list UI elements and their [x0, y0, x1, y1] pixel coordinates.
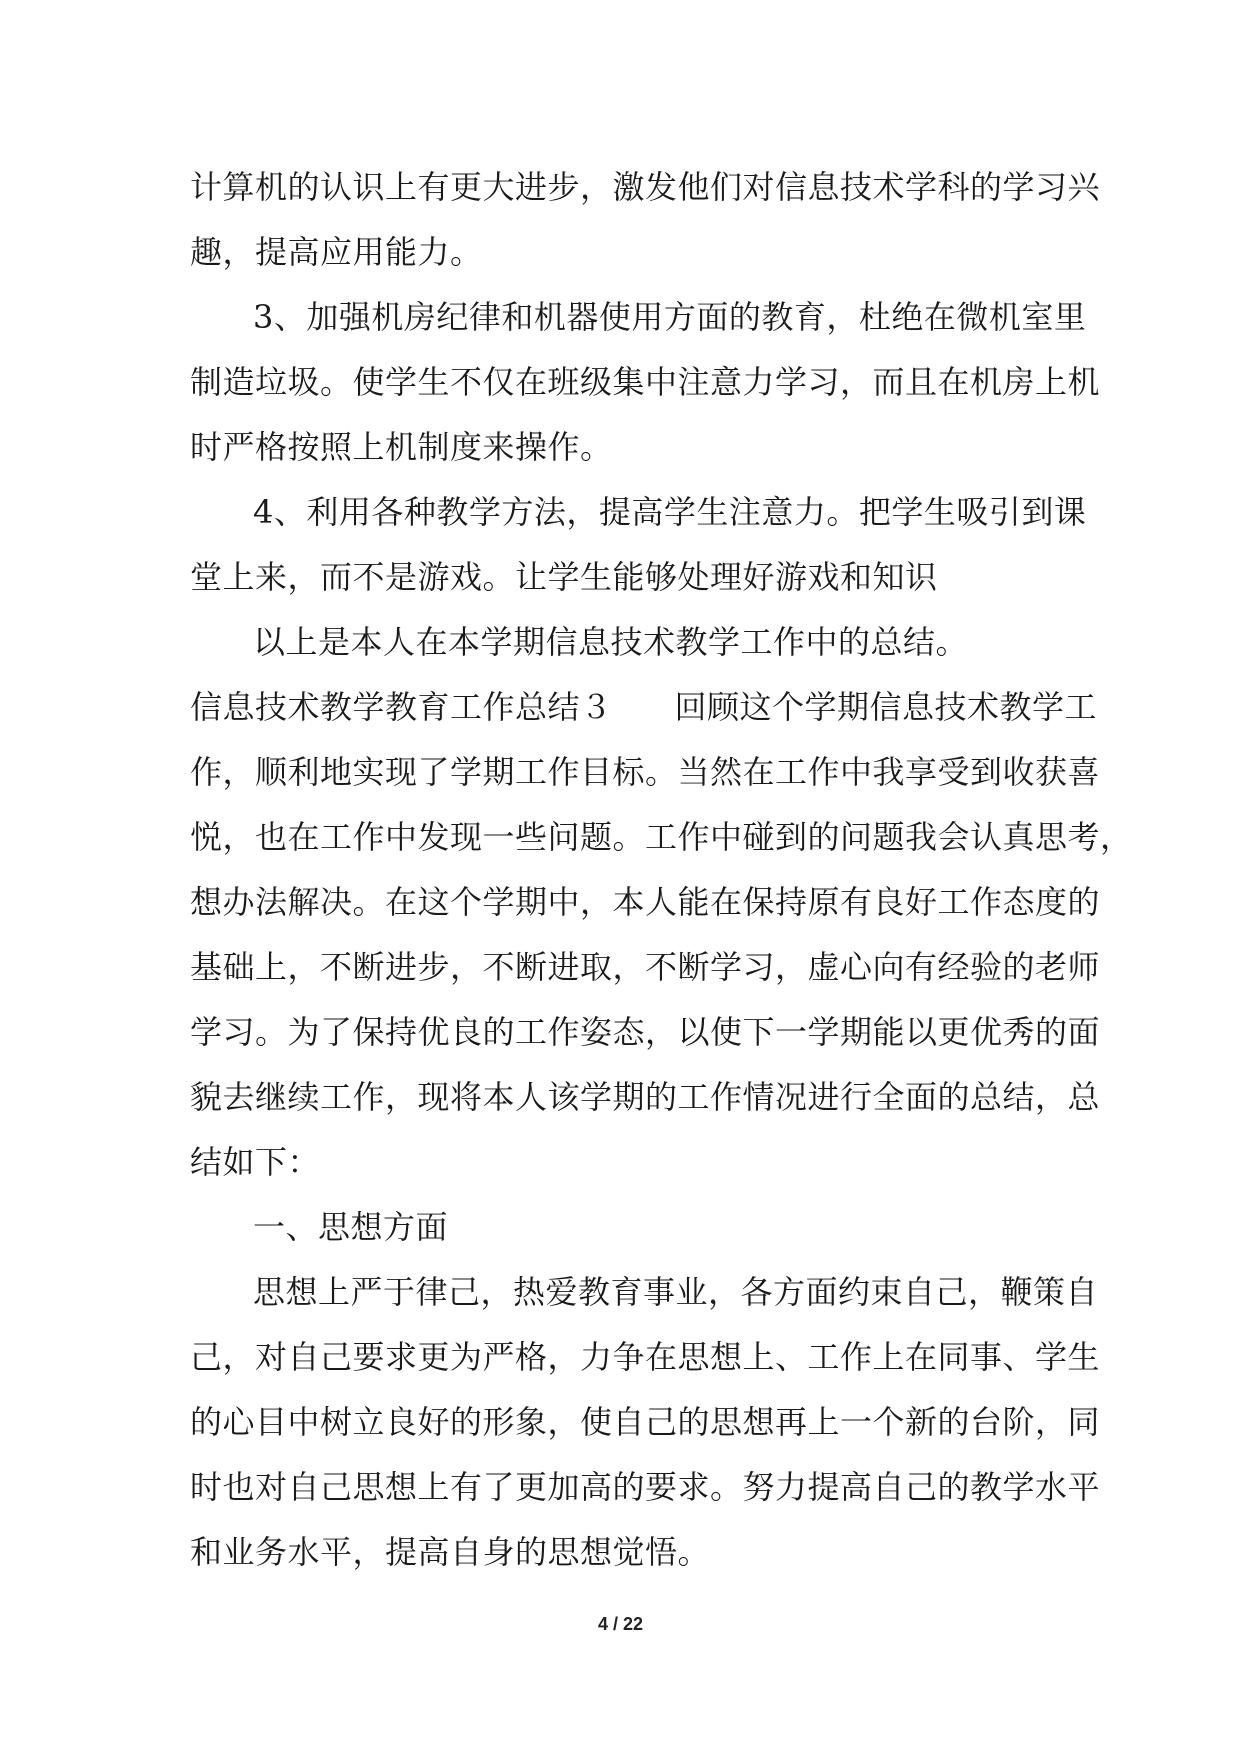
body-line: 4、利用各种教学方法，提高学生注意力。把学生吸引到课 — [253, 493, 1087, 531]
body-text: 回顾这个学期信息技术教学工 — [674, 688, 1098, 726]
section-title: 信息技术教学教育工作总结３ — [190, 688, 613, 726]
body-line: 以上是本人在本学期信息技术教学工作中的总结。 — [253, 623, 969, 661]
body-line: 时严格按照上机制度来操作。 — [190, 428, 613, 466]
body-line: 时也对自己思想上有了更加高的要求。努力提高自己的教学水平 — [190, 1468, 1101, 1506]
body-line: 的心目中树立良好的形象，使自己的思想再上一个新的台阶，同 — [190, 1403, 1101, 1441]
body-line: 貌去继续工作，现将本人该学期的工作情况进行全面的总结，总 — [190, 1078, 1101, 1116]
body-line: 作，顺利地实现了学期工作目标。当然在工作中我享受到收获喜 — [190, 753, 1101, 791]
body-line: 和业务水平，提高自身的思想觉悟。 — [190, 1533, 711, 1571]
body-line: 想办法解决。在这个学期中，本人能在保持原有良好工作态度的 — [190, 883, 1101, 921]
body-line: 思想上严于律己，热爱教育事业，各方面约束自己，鞭策自 — [253, 1273, 1099, 1311]
body-line: 己，对自己要求更为严格，力争在思想上、工作上在同事、学生 — [190, 1338, 1101, 1376]
page-number: 4 / 22 — [597, 1614, 644, 1634]
body-line: 趣，提高应用能力。 — [190, 233, 483, 271]
body-line: 学习。为了保持优良的工作姿态，以使下一学期能以更优秀的面 — [190, 1013, 1101, 1051]
body-line: 悦，也在工作中发现一些问题。工作中碰到的问题我会认真思考， — [190, 818, 1133, 856]
body-line: 计算机的认识上有更大进步，激发他们对信息技术学科的学习兴 — [190, 168, 1101, 206]
body-line: 制造垃圾。使学生不仅在班级集中注意力学习，而且在机房上机 — [190, 363, 1101, 401]
body-line: 堂上来，而不是游戏。让学生能够处理好游戏和知识 — [190, 558, 938, 596]
body-line: 结如下： — [190, 1143, 321, 1181]
body-line: 基础上，不断进步，不断进取，不断学习，虚心向有经验的老师 — [190, 948, 1101, 986]
subheading-line: 一、思想方面 — [253, 1208, 449, 1246]
section-heading-line — [190, 687, 1097, 727]
body-line: 3、加强机房纪律和机器使用方面的教育，杜绝在微机室里 — [253, 298, 1087, 336]
